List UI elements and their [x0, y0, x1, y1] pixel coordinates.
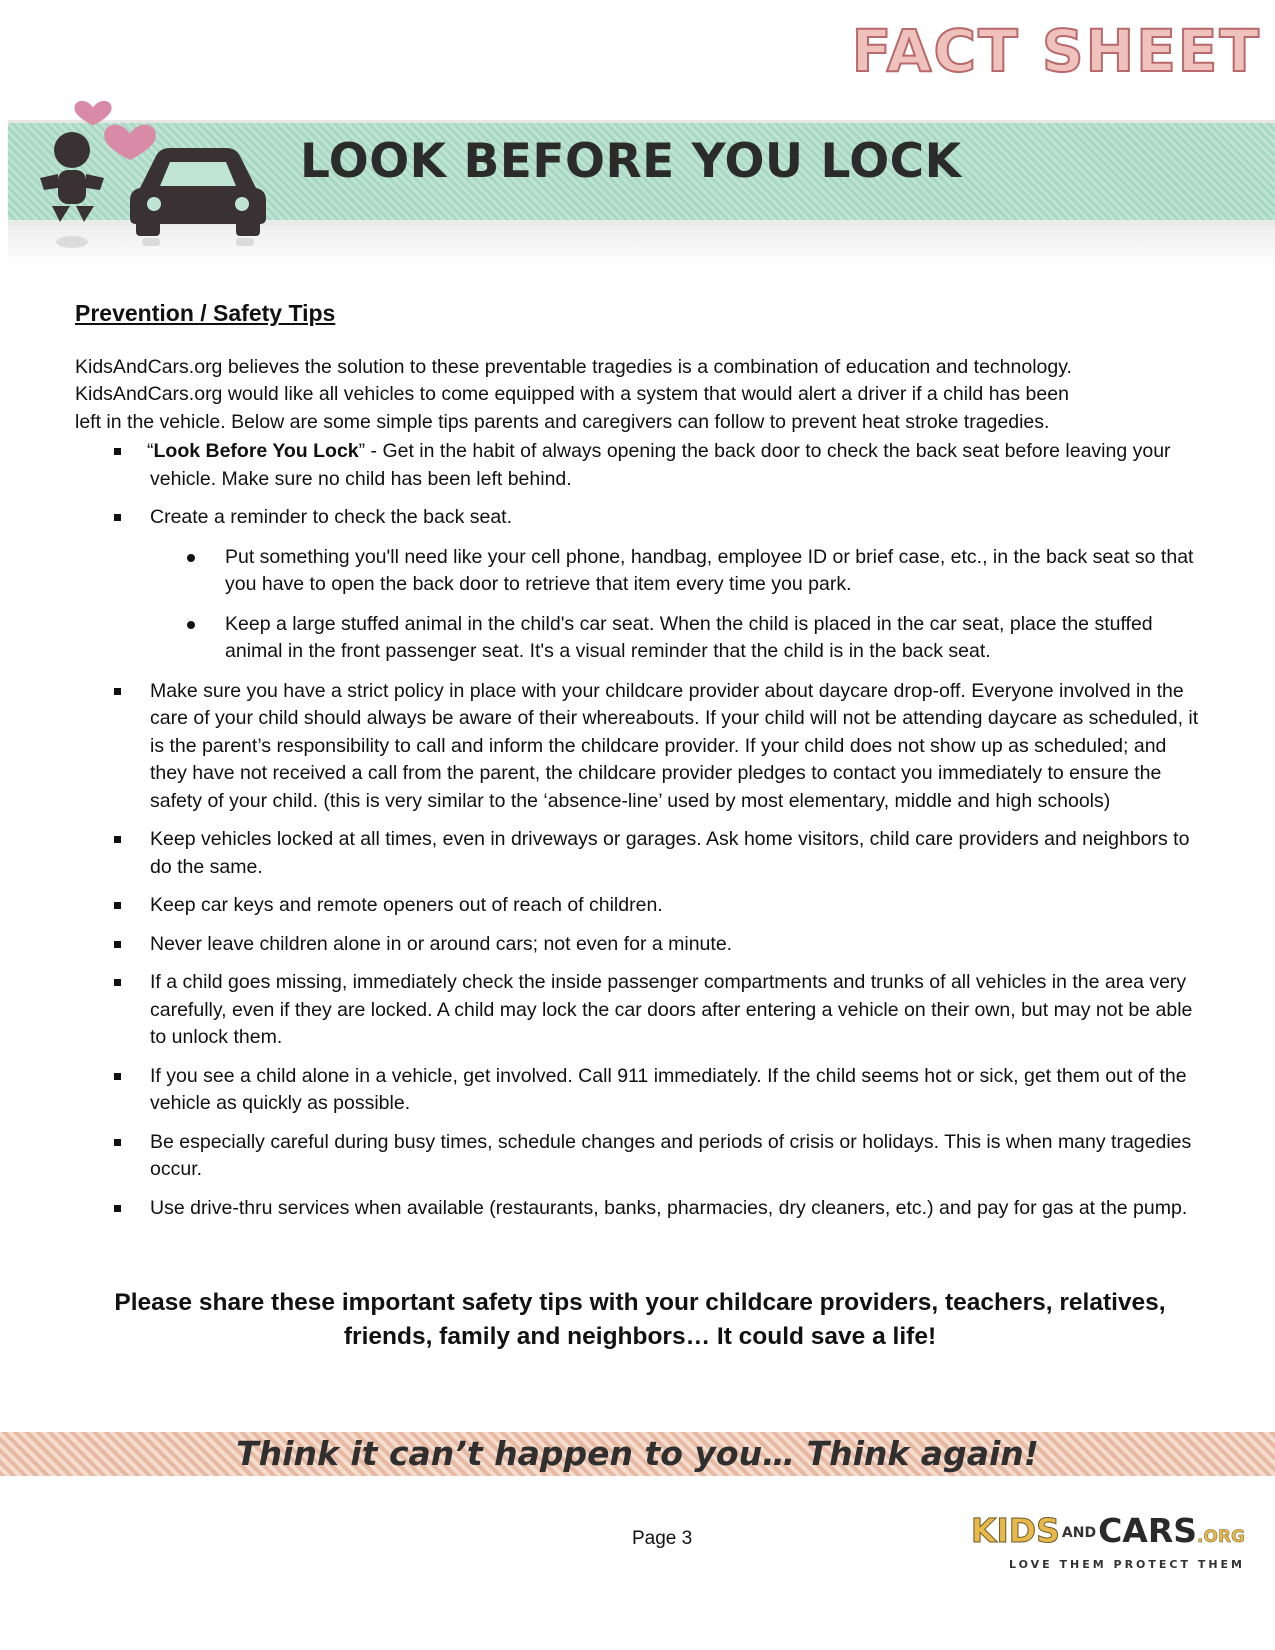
logo-cars: CARS — [1098, 1511, 1198, 1550]
square-bullet-icon — [114, 688, 121, 695]
tip-text: If you see a child alone in a vehicle, get involved. Call 911 immediately. If the child seems hot or sick, get them out of the vehicle as quickly as possible. — [150, 1064, 1187, 1114]
square-bullet-icon — [114, 514, 121, 521]
fact-sheet-label: FACT SHEET — [851, 17, 1261, 85]
logo-and: AND — [1061, 1524, 1097, 1541]
share-message: Please share these important safety tips with your childcare providers, teachers, relatives, friends, family and neighbors… It could save a life! — [114, 1289, 1166, 1350]
tip-quote: “ — [147, 440, 154, 462]
sub-list-item — [150, 611, 1205, 666]
list-item — [75, 504, 1205, 666]
square-bullet-icon — [114, 902, 121, 909]
square-bullet-icon — [114, 941, 121, 948]
list-item — [75, 438, 1205, 493]
square-bullet-icon — [114, 836, 121, 843]
square-bullet-icon — [114, 448, 121, 455]
banner-title: LOOK BEFORE YOU LOCK — [300, 134, 962, 189]
list-item — [75, 969, 1205, 1052]
tip-text: Create a reminder to check the back seat. — [150, 506, 513, 528]
square-bullet-icon — [114, 1139, 121, 1146]
tip-text: If a child goes missing, immediately check the inside passenger compartments and trunks of all vehicles in the area very carefully, even if they are locked. A child may lock the car doors after entering a vehicle on their own, but may not be able to unlock them. — [150, 971, 1193, 1048]
sub-tip-text: Keep a large stuffed animal in the child's car seat. When the child is placed in the car seat, place the stuffed animal in the front passenger seat. It's a visual reminder that the child is in the back seat. — [225, 612, 1153, 662]
square-bullet-icon — [114, 1073, 121, 1080]
list-item — [75, 1129, 1205, 1184]
tip-text: Make sure you have a strict policy in place with your childcare provider about daycare drop-off. Everyone involved in the care of your child should always be aware of their whereabouts. If your child will not be attending daycare as scheduled, it is the parent’s responsibility to call and inform the childcare provider. If your child does not show up as scheduled; and they have not received a call from the parent, the childcare provider pledges to contact you immediately to ensure the safety of your child. (this is very similar to the ‘absence-line’ used by most elementary, middle and high schools) — [150, 679, 1199, 812]
tip-text: Be especially careful during busy times, schedule changes and periods of crisis or holidays. This is when many tragedies occur. — [150, 1130, 1192, 1180]
intro-line: KidsAndCars.org believes the solution to these preventable tragedies is a combination of education and technology. — [75, 355, 1072, 378]
list-item — [75, 826, 1205, 881]
list-item — [75, 678, 1205, 816]
tips-list — [75, 438, 1205, 1222]
logo-kids: KIDS — [970, 1511, 1060, 1550]
list-item — [75, 1063, 1205, 1118]
logo-wordmark — [970, 1511, 1245, 1550]
list-item — [75, 1195, 1205, 1223]
main-content — [75, 300, 1205, 1233]
banner-illustration — [30, 98, 280, 270]
logo-tagline: LOVE THEM PROTECT THEM — [1008, 1558, 1245, 1571]
round-bullet-icon — [187, 554, 195, 562]
list-item — [75, 892, 1205, 920]
logo-org: .ORG — [1197, 1527, 1245, 1547]
footer-slogan: Think it can’t happen to you… Think again! — [236, 1434, 1039, 1473]
section-title: Prevention / Safety Tips — [75, 300, 336, 326]
sub-tip-text: Put something you'll need like your cell phone, handbag, employee ID or brief case, etc., in the back seat so that you have to open the back door to retrieve that item every time you park. — [225, 545, 1194, 595]
header-banner — [8, 98, 1275, 270]
intro-line: left in the vehicle. Below are some simple tips parents and caregivers can follow to prevent heat stroke tragedies. — [75, 410, 1050, 433]
tip-text: ” - Get in the habit of always opening the back door to check the back seat before leaving your vehicle. Make sure no child has been left behind. — [150, 440, 1171, 490]
baby-icon — [40, 132, 104, 222]
page-number: Page 3 — [632, 1528, 693, 1549]
tip-bold-phrase: Look Before You Lock — [153, 440, 359, 462]
sub-list — [150, 544, 1205, 666]
tip-text: Use drive-thru services when available (restaurants, banks, pharmacies, dry cleaners, etc.) and pay for gas at the pump. — [150, 1196, 1188, 1219]
car-icon — [130, 148, 266, 236]
tip-text: Keep car keys and remote openers out of reach of children. — [150, 894, 663, 916]
round-bullet-icon — [187, 621, 195, 629]
tip-text: Never leave children alone in or around cars; not even for a minute. — [150, 932, 733, 955]
intro-paragraph — [75, 354, 1205, 437]
tip-text: Keep vehicles locked at all times, even in driveways or garages. Ask home visitors, child care providers and neighbors to do the same. — [150, 828, 1190, 878]
list-item — [75, 931, 1205, 959]
square-bullet-icon — [114, 979, 121, 986]
kidsandcars-logo — [970, 1500, 1245, 1610]
intro-line: KidsAndCars.org would like all vehicles to come equipped with a system that would alert a driver if a child has been — [75, 383, 1069, 405]
sub-list-item — [150, 544, 1205, 599]
square-bullet-icon — [114, 1205, 121, 1212]
